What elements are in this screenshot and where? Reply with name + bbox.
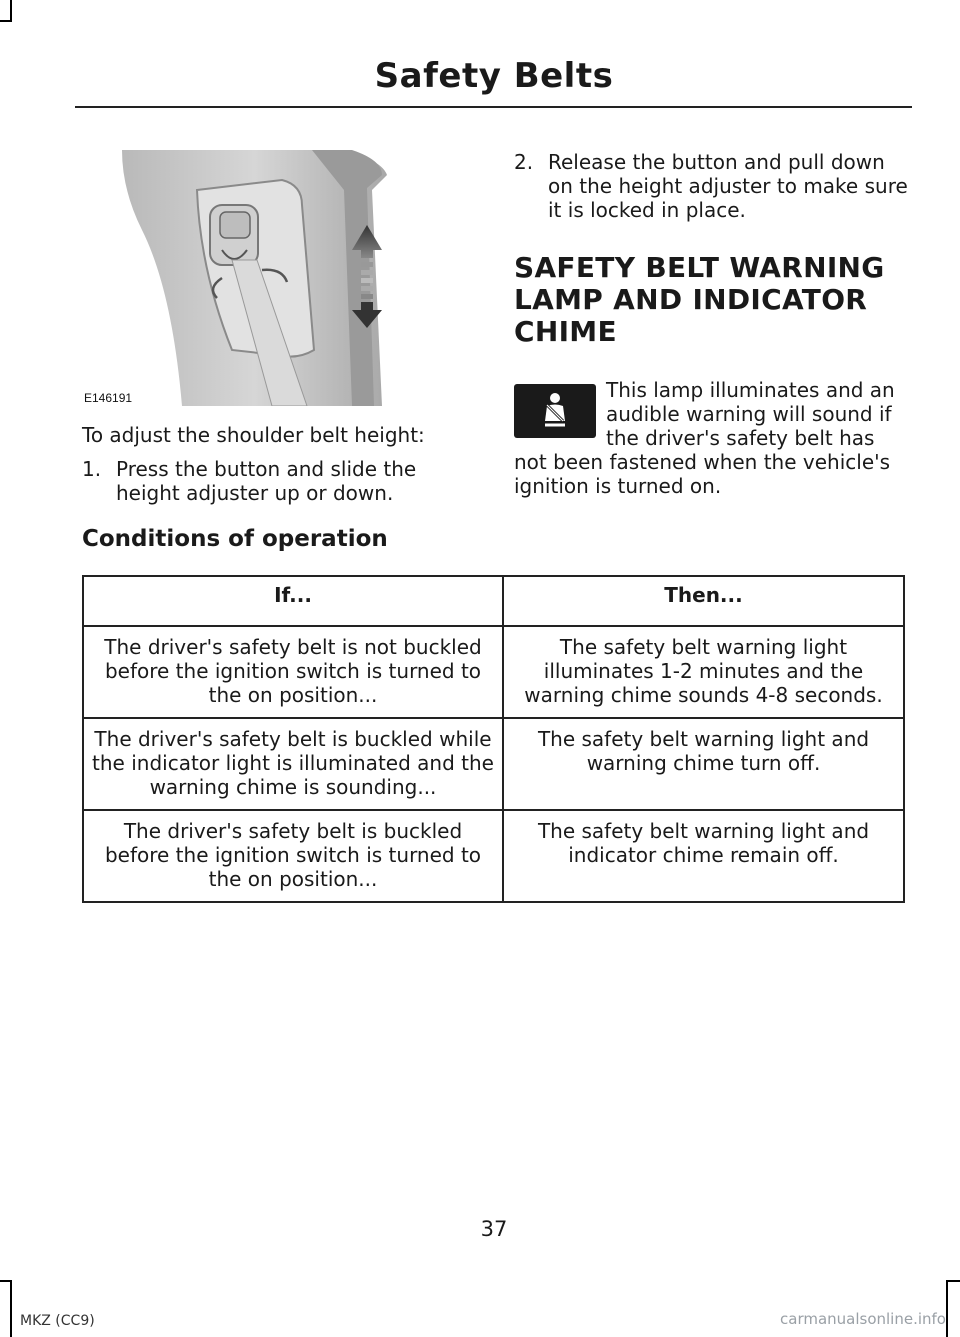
crop-mark [0,1280,12,1282]
step-number: 1. [82,457,102,481]
page-number: 37 [480,1217,508,1241]
table-header-row [83,576,904,626]
right-column [514,150,910,498]
section-heading-line: SAFETY BELT WARNING [514,251,885,284]
condition-cell: The driver's safety belt is buckled while the indicator light is illuminated and the warning chime is sounding... [83,718,503,810]
crop-mark [0,20,12,22]
crop-mark [10,1280,12,1337]
warning-paragraph [514,378,910,498]
step-number: 2. [514,150,534,174]
column-header-then: Then... [503,576,904,626]
adjust-intro: To adjust the shoulder belt height: [82,423,425,447]
result-cell: The safety belt warning light illuminates 1-2 minutes and the warning chime sounds 4-8 seconds. [503,626,904,718]
step-text: Release the button and pull down on the height adjuster to make sure it is locked in place. [548,150,908,222]
seatbelt-warning-icon [514,384,596,438]
section-heading-line: LAMP AND INDICATOR [514,283,868,316]
step-1 [82,457,482,505]
header-divider [75,106,912,108]
conditions-heading: Conditions of operation [82,526,388,552]
model-identifier: MKZ (CC9) [20,1313,95,1329]
column-header-if: If... [83,576,503,626]
result-cell: The safety belt warning light and warning chime turn off. [503,718,904,810]
conditions-table [82,575,905,903]
result-cell: The safety belt warning light and indicator chime remain off. [503,810,904,902]
shoulder-belt-height-adjuster-illustration [82,150,480,406]
table-row [83,718,904,810]
crop-mark [946,1280,948,1337]
crop-mark [10,0,12,22]
watermark: carmanualsonline.info [780,1310,946,1328]
table-row [83,810,904,902]
left-column [82,423,482,505]
section-heading [514,252,910,348]
step-text: Press the button and slide the height adjuster up or down. [116,457,417,505]
crop-mark [946,1280,960,1282]
warning-text: This lamp illuminates and an audible warning will sound if the driver's safety belt has not been fastened when the vehicle's ignition is turned on. [514,378,895,498]
condition-cell: The driver's safety belt is buckled before the ignition switch is turned to the on position... [83,810,503,902]
page-title: Safety Belts [374,56,614,96]
condition-cell: The driver's safety belt is not buckled before the ignition switch is turned to the on position... [83,626,503,718]
step-2 [514,150,910,222]
table-row [83,626,904,718]
section-heading-line: CHIME [514,315,617,348]
figure-code: E146191 [84,391,133,405]
